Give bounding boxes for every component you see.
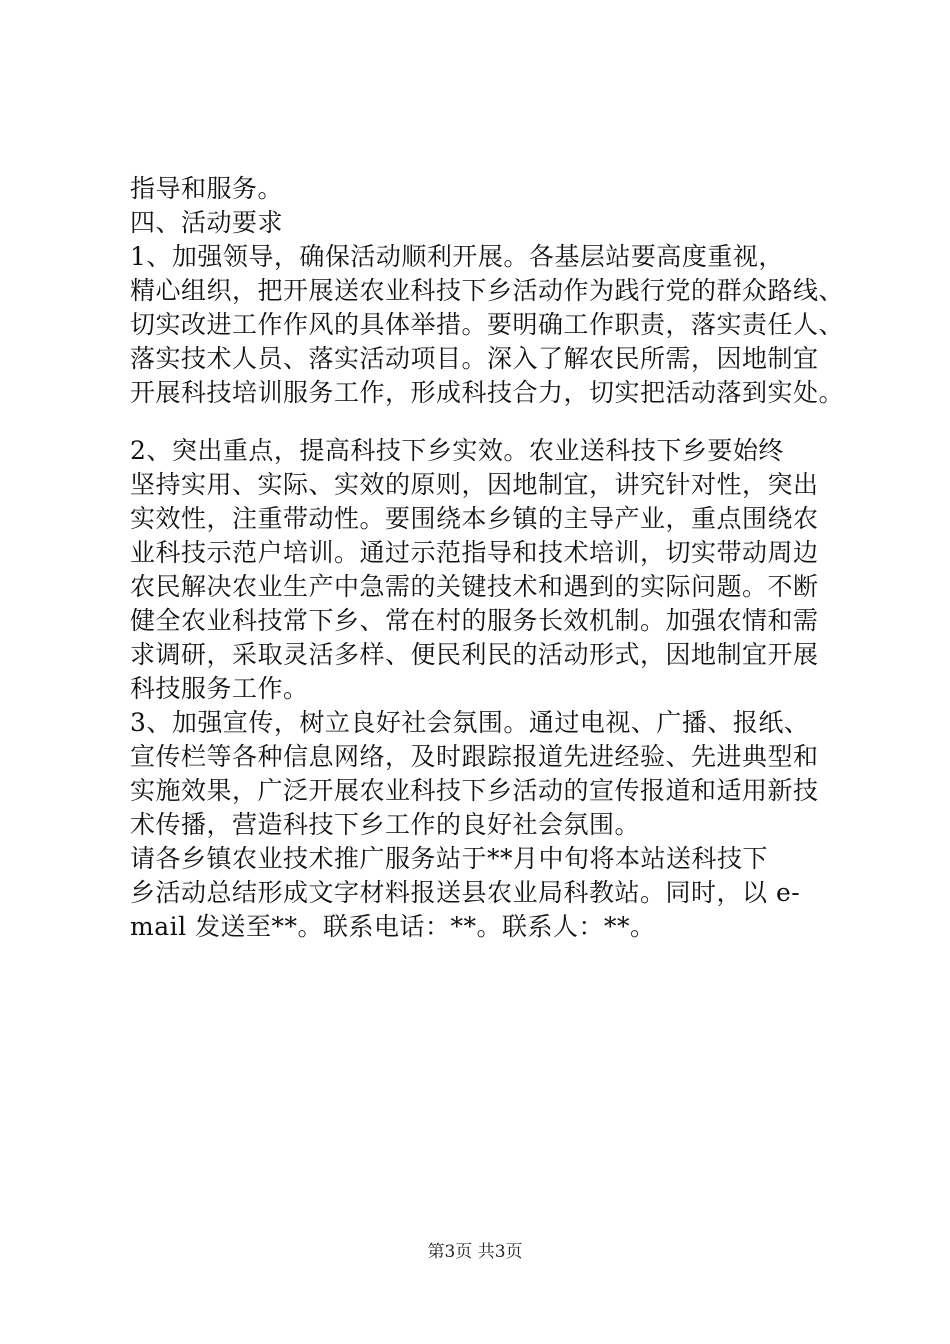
text-line: 请各乡镇农业技术推广服务站于**月中旬将本站送科技下 (130, 844, 769, 873)
page-footer: 第3页 共3页 (427, 1242, 523, 1262)
text-line: 乡活动总结形成文字材料报送县农业局科教站。同时，以 e- (130, 878, 801, 907)
text-line: 坚持实用、实际、实效的原则，因地制宜，讲究针对性，突出 (130, 470, 819, 499)
text-line: 切实改进工作作风的具体举措。要明确工作职责，落实责任人、 (130, 310, 845, 339)
text-line: 实效性，注重带动性。要围绕本乡镇的主导产业，重点围绕农 (130, 504, 819, 533)
text-line: 求调研，采取灵活多样、便民利民的活动形式，因地制宜开展 (130, 640, 819, 669)
text-line: 术传播，营造科技下乡工作的良好社会氛围。 (130, 810, 641, 839)
section-heading: 四、活动要求 (130, 208, 284, 237)
text-line: 实施效果，广泛开展农业科技下乡活动的宣传报道和适用新技 (130, 776, 819, 805)
text-line: 业科技示范户培训。通过示范指导和技术培训，切实带动周边 (130, 538, 819, 567)
text-line: 指导和服务。 (130, 174, 284, 203)
text-line: 1、加强领导，确保活动顺利开展。各基层站要高度重视， (130, 242, 784, 271)
text-line: mail 发送至**。联系电话：**。联系人：**。 (130, 912, 656, 941)
text-line: 精心组织，把开展送农业科技下乡活动作为践行党的群众路线、 (130, 276, 845, 305)
text-line: 健全农业科技常下乡、常在村的服务长效机制。加强农情和需 (130, 606, 819, 635)
text-line: 落实技术人员、落实活动项目。深入了解农民所需，因地制宜 (130, 344, 819, 373)
text-line: 3、加强宣传，树立良好社会氛围。通过电视、广播、报纸、 (130, 708, 810, 737)
text-line: 宣传栏等各种信息网络，及时跟踪报道先进经验、先进典型和 (130, 742, 819, 771)
text-line: 科技服务工作。 (130, 674, 309, 703)
text-line: 开展科技培训服务工作，形成科技合力，切实把活动落到实处。 (130, 378, 845, 407)
text-line: 农民解决农业生产中急需的关键技术和遇到的实际问题。不断 (130, 572, 819, 601)
text-line: 2、突出重点，提高科技下乡实效。农业送科技下乡要始终 (130, 436, 784, 465)
